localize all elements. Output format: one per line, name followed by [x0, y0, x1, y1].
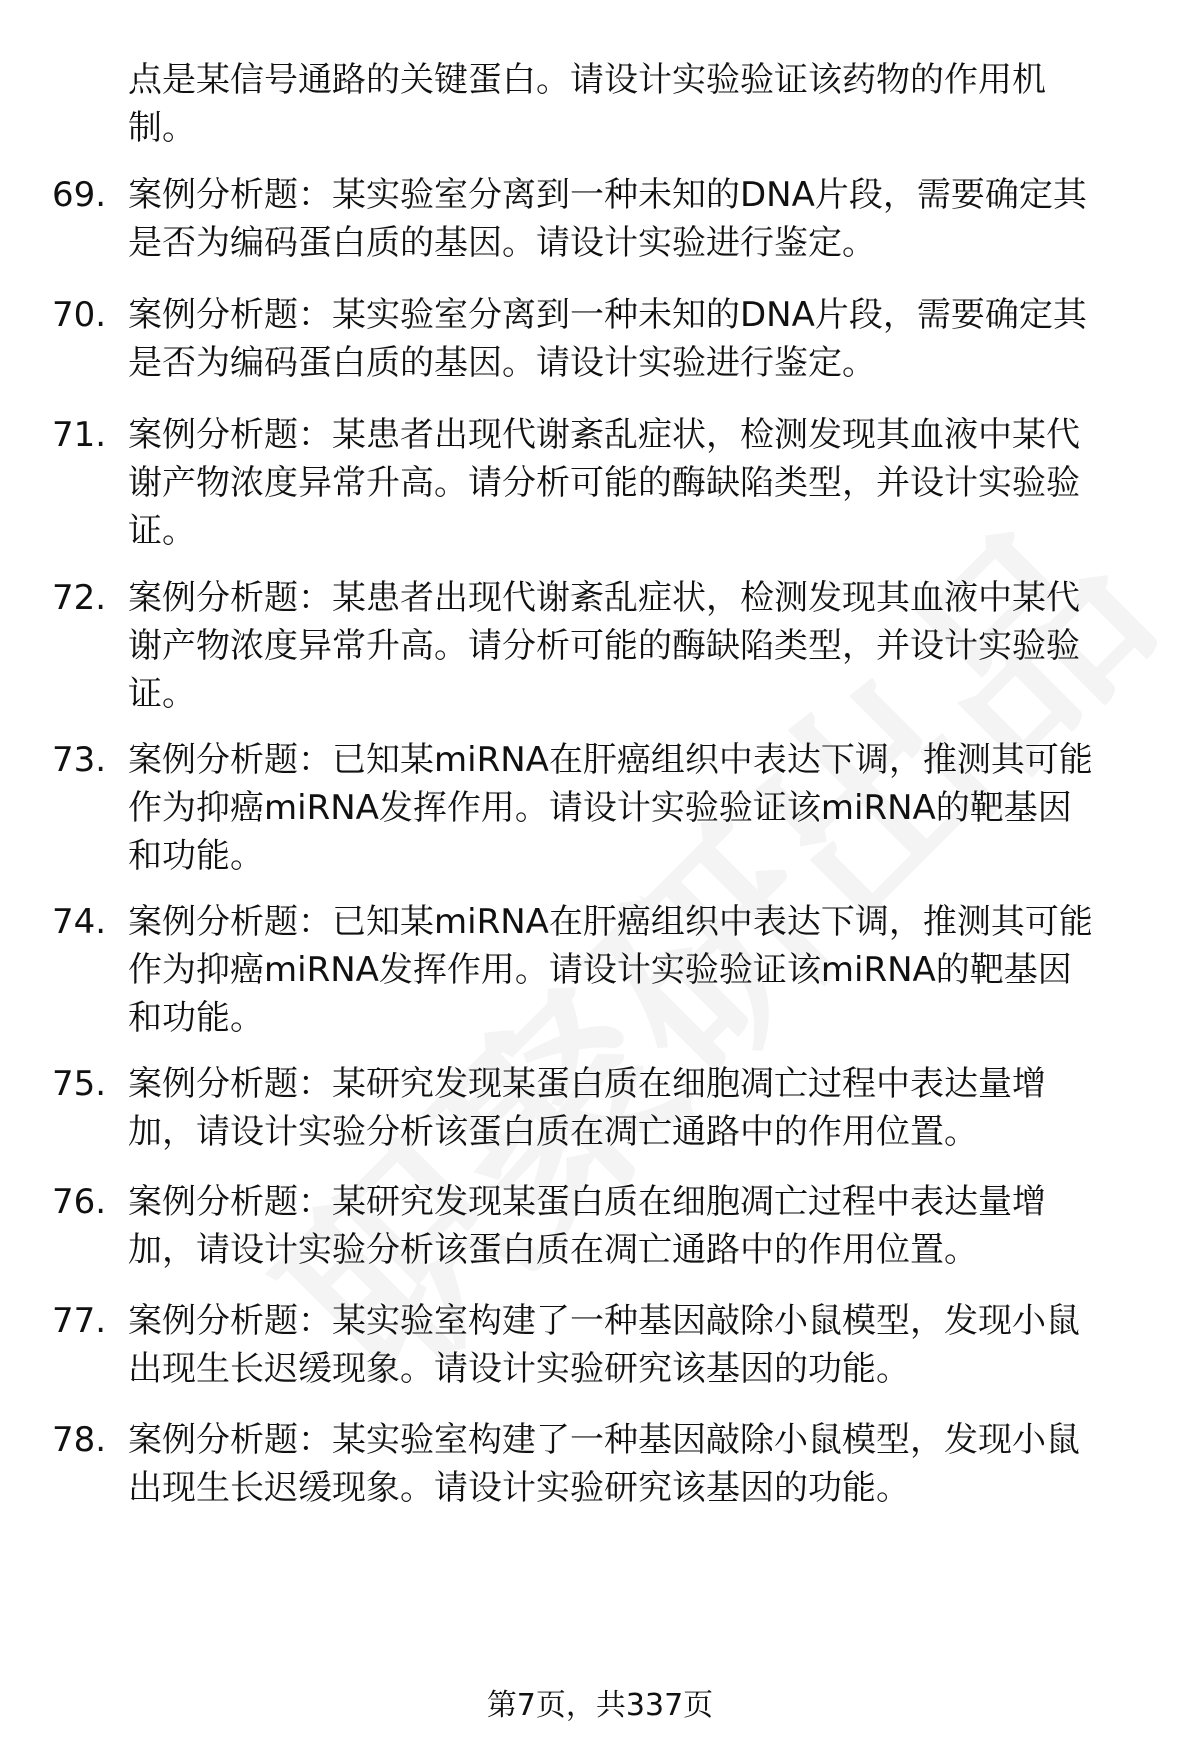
text-line: 案例分析题：某实验室构建了一种基因敲除小鼠模型，发现小鼠 — [128, 1420, 1080, 1460]
text-line: 和功能。 — [128, 836, 264, 876]
text-line: 出现生长迟缓现象。请设计实验研究该基因的功能。 — [128, 1349, 910, 1389]
text-line: 加，请设计实验分析该蛋白质在凋亡通路中的作用位置。 — [128, 1230, 978, 1270]
text-line: 谢产物浓度异常升高。请分析可能的酶缺陷类型，并设计实验验 — [128, 626, 1080, 666]
text-line: 加，请设计实验分析该蛋白质在凋亡通路中的作用位置。 — [128, 1112, 978, 1152]
question-number: 70. — [52, 295, 107, 335]
text-line: 作为抑癌miRNA发挥作用。请设计实验验证该miRNA的靶基因 — [128, 788, 1072, 828]
question-number: 73. — [52, 740, 107, 780]
text-line: 证。 — [128, 674, 196, 714]
question-70 — [52, 291, 1158, 387]
text-line: 案例分析题：已知某miRNA在肝癌组织中表达下调，推测其可能 — [128, 902, 1093, 942]
text-line: 和功能。 — [128, 998, 264, 1038]
intro-continuation — [128, 56, 1158, 152]
question-number: 74. — [52, 902, 107, 942]
question-78 — [52, 1416, 1158, 1512]
question-number: 76. — [52, 1182, 107, 1222]
text-line: 是否为编码蛋白质的基因。请设计实验进行鉴定。 — [128, 343, 876, 383]
text-line: 案例分析题：某患者出现代谢紊乱症状，检测发现其血液中某代 — [128, 415, 1080, 455]
text-line: 案例分析题：某实验室分离到一种未知的DNA片段，需要确定其 — [128, 175, 1087, 215]
question-77 — [52, 1297, 1158, 1393]
text-line: 案例分析题：某实验室分离到一种未知的DNA片段，需要确定其 — [128, 295, 1087, 335]
question-76 — [52, 1178, 1158, 1274]
question-71 — [52, 411, 1158, 555]
text-line: 是否为编码蛋白质的基因。请设计实验进行鉴定。 — [128, 223, 876, 263]
text-line: 案例分析题：已知某miRNA在肝癌组织中表达下调，推测其可能 — [128, 740, 1093, 780]
page-number-footer: 第7页，共337页 — [486, 1688, 714, 1723]
text-line: 案例分析题：某研究发现某蛋白质在细胞凋亡过程中表达量增 — [128, 1064, 1046, 1104]
question-72 — [52, 574, 1158, 718]
text-line: 作为抑癌miRNA发挥作用。请设计实验验证该miRNA的靶基因 — [128, 950, 1072, 990]
question-number: 71. — [52, 415, 107, 455]
question-74 — [52, 898, 1158, 1042]
text-line: 证。 — [128, 511, 196, 551]
question-number: 69. — [52, 175, 107, 215]
text-line: 制。 — [128, 108, 196, 148]
question-69 — [52, 171, 1158, 267]
text-line: 案例分析题：某实验室构建了一种基因敲除小鼠模型，发现小鼠 — [128, 1301, 1080, 1341]
question-number: 78. — [52, 1420, 107, 1460]
text-line: 谢产物浓度异常升高。请分析可能的酶缺陷类型，并设计实验验 — [128, 463, 1080, 503]
question-number: 72. — [52, 578, 107, 618]
text-line: 出现生长迟缓现象。请设计实验研究该基因的功能。 — [128, 1468, 910, 1508]
text-line: 点是某信号通路的关键蛋白。请设计实验验证该药物的作用机 — [128, 60, 1046, 100]
question-75 — [52, 1060, 1158, 1156]
question-73 — [52, 736, 1158, 880]
text-line: 案例分析题：某研究发现某蛋白质在细胞凋亡过程中表达量增 — [128, 1182, 1046, 1222]
question-number: 75. — [52, 1064, 107, 1104]
text-line: 案例分析题：某患者出现代谢紊乱症状，检测发现其血液中某代 — [128, 578, 1080, 618]
question-number: 77. — [52, 1301, 107, 1341]
